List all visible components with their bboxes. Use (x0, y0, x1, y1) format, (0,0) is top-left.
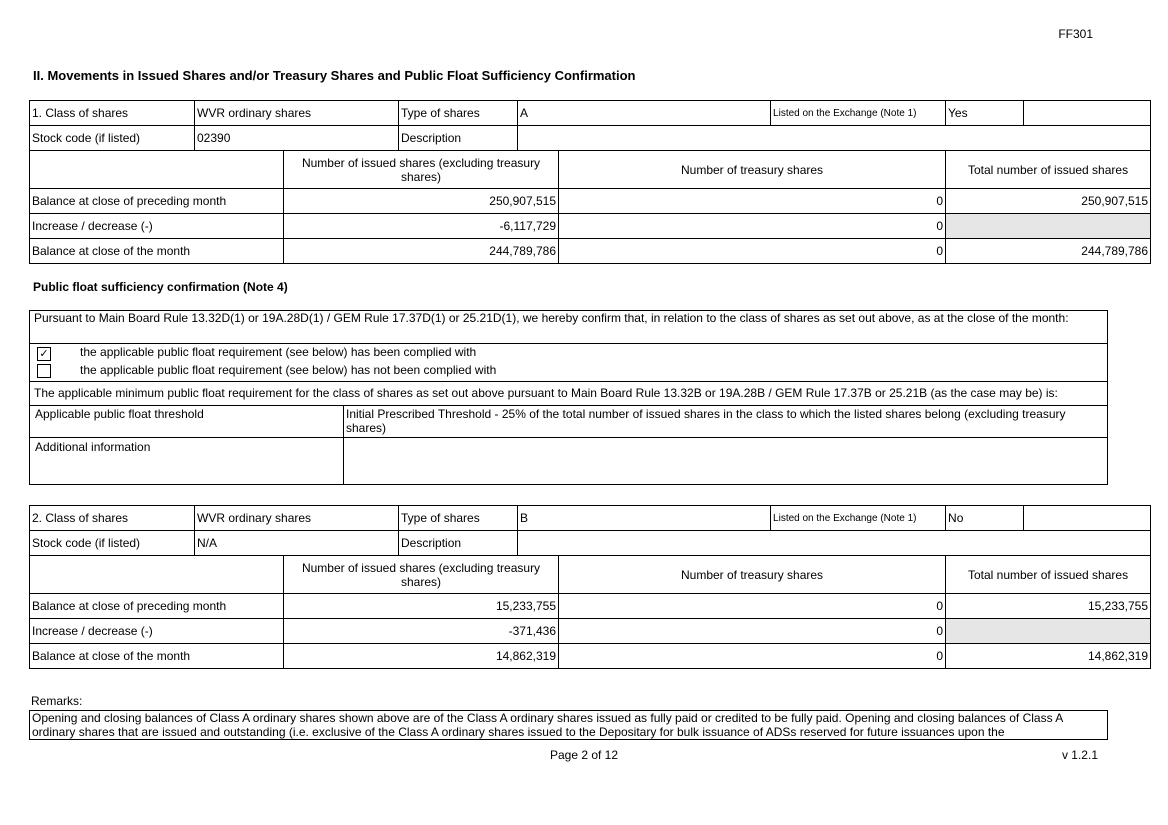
stock-code-label: Stock code (if listed) (30, 531, 195, 556)
listed-blank (1024, 101, 1151, 126)
not-complied-option-label: the applicable public float requirement (see below) has not been complied with (80, 363, 497, 377)
col-issued-header: Number of issued shares (excluding treasury shares) (284, 556, 559, 594)
version-label: v 1.2.1 (1061, 748, 1098, 762)
preceding-treasury: 0 (559, 189, 946, 214)
type-value: B (518, 506, 771, 531)
change-issued: -6,117,729 (284, 214, 559, 239)
header-blank (30, 556, 284, 594)
type-value: A (518, 101, 771, 126)
listed-label: Listed on the Exchange (Note 1) (771, 506, 946, 531)
stock-code-label: Stock code (if listed) (30, 126, 195, 151)
row-close-label: Balance at close of the month (30, 644, 284, 669)
preceding-total: 15,233,755 (946, 594, 1151, 619)
additional-label: Additional information (35, 440, 151, 454)
preceding-total: 250,907,515 (946, 189, 1151, 214)
description-label: Description (399, 531, 518, 556)
type-label: Type of shares (399, 101, 518, 126)
change-total-greyed (946, 619, 1151, 644)
change-treasury: 0 (559, 619, 946, 644)
row-preceding-label: Balance at close of preceding month (30, 189, 284, 214)
col-issued-header: Number of issued shares (excluding treasury shares) (284, 151, 559, 189)
requirement-text: The applicable minimum public float requirement for the class of shares as set out above pursuant to Main Board Rule 13.32B or 19A.28B / GEM Rule 17.37B or 25.21B (as the case may be) is: (30, 382, 1107, 406)
threshold-label: Applicable public float threshold (35, 407, 204, 421)
listed-label: Listed on the Exchange (Note 1) (771, 101, 946, 126)
listed-blank (1024, 506, 1151, 531)
close-issued: 244,789,786 (284, 239, 559, 264)
close-total: 14,862,319 (946, 644, 1151, 669)
remarks-text: Opening and closing balances of Class A ordinary shares shown above are of the Class A ordinary shares issued as fully paid or credited to be fully paid. Opening and closing balances of Class A ordinary shares that are issued and outstanding (i.e. exclusive of the Class A ordinary shares issued to the Depositary for bulk issuance of ADSs reserved for future issuances upon the (29, 710, 1108, 740)
class-label: 1. Class of shares (30, 101, 195, 126)
description-label: Description (399, 126, 518, 151)
threshold-row (30, 406, 1107, 438)
complied-checkbox[interactable]: ✓ (37, 347, 51, 361)
class-label: 2. Class of shares (30, 506, 195, 531)
header-blank (30, 151, 284, 189)
class-value: WVR ordinary shares (195, 506, 399, 531)
row-close-label: Balance at close of the month (30, 239, 284, 264)
description-value (518, 126, 1151, 151)
row-change-label: Increase / decrease (-) (30, 619, 284, 644)
close-total: 244,789,786 (946, 239, 1151, 264)
row-change-label: Increase / decrease (-) (30, 214, 284, 239)
stock-code-value: N/A (195, 531, 399, 556)
not-complied-checkbox[interactable] (37, 364, 51, 378)
change-treasury: 0 (559, 214, 946, 239)
close-issued: 14,862,319 (284, 644, 559, 669)
close-treasury: 0 (559, 239, 946, 264)
section-title: II. Movements in Issued Shares and/or Treasury Shares and Public Float Sufficiency Confirmation (33, 68, 636, 83)
class1-table (29, 100, 1151, 264)
type-label: Type of shares (399, 506, 518, 531)
col-total-header: Total number of issued shares (946, 151, 1151, 189)
class-value: WVR ordinary shares (195, 101, 399, 126)
preceding-issued: 15,233,755 (284, 594, 559, 619)
remarks-label: Remarks: (31, 694, 83, 708)
class2-table (29, 505, 1151, 669)
preceding-treasury: 0 (559, 594, 946, 619)
additional-divider (343, 438, 344, 484)
page-number: Page 2 of 12 (549, 748, 619, 762)
complied-option-label: the applicable public float requirement (see below) has been complied with (80, 345, 477, 359)
col-treasury-header: Number of treasury shares (559, 151, 946, 189)
row-preceding-label: Balance at close of preceding month (30, 594, 284, 619)
public-float-options (30, 344, 1107, 382)
threshold-divider (343, 406, 344, 437)
close-treasury: 0 (559, 644, 946, 669)
public-float-intro: Pursuant to Main Board Rule 13.32D(1) or 19A.28D(1) / GEM Rule 17.37D(1) or 25.21D(1), we hereby confirm that, in relation to the class of shares as set out above, as at the close of the month: (30, 311, 1107, 344)
public-float-title: Public float sufficiency confirmation (Note 4) (33, 280, 288, 294)
col-treasury-header: Number of treasury shares (559, 556, 946, 594)
listed-value: No (946, 506, 1024, 531)
public-float-box (29, 310, 1108, 485)
change-total-greyed (946, 214, 1151, 239)
threshold-value: Initial Prescribed Threshold - 25% of the total number of issued shares in the class to which the listed shares belong (excluding treasury shares) (346, 407, 1066, 435)
change-issued: -371,436 (284, 619, 559, 644)
additional-row (30, 438, 1107, 484)
listed-value: Yes (946, 101, 1024, 126)
form-code: FF301 (1058, 27, 1093, 41)
col-total-header: Total number of issued shares (946, 556, 1151, 594)
description-value (518, 531, 1151, 556)
stock-code-value: 02390 (195, 126, 399, 151)
preceding-issued: 250,907,515 (284, 189, 559, 214)
